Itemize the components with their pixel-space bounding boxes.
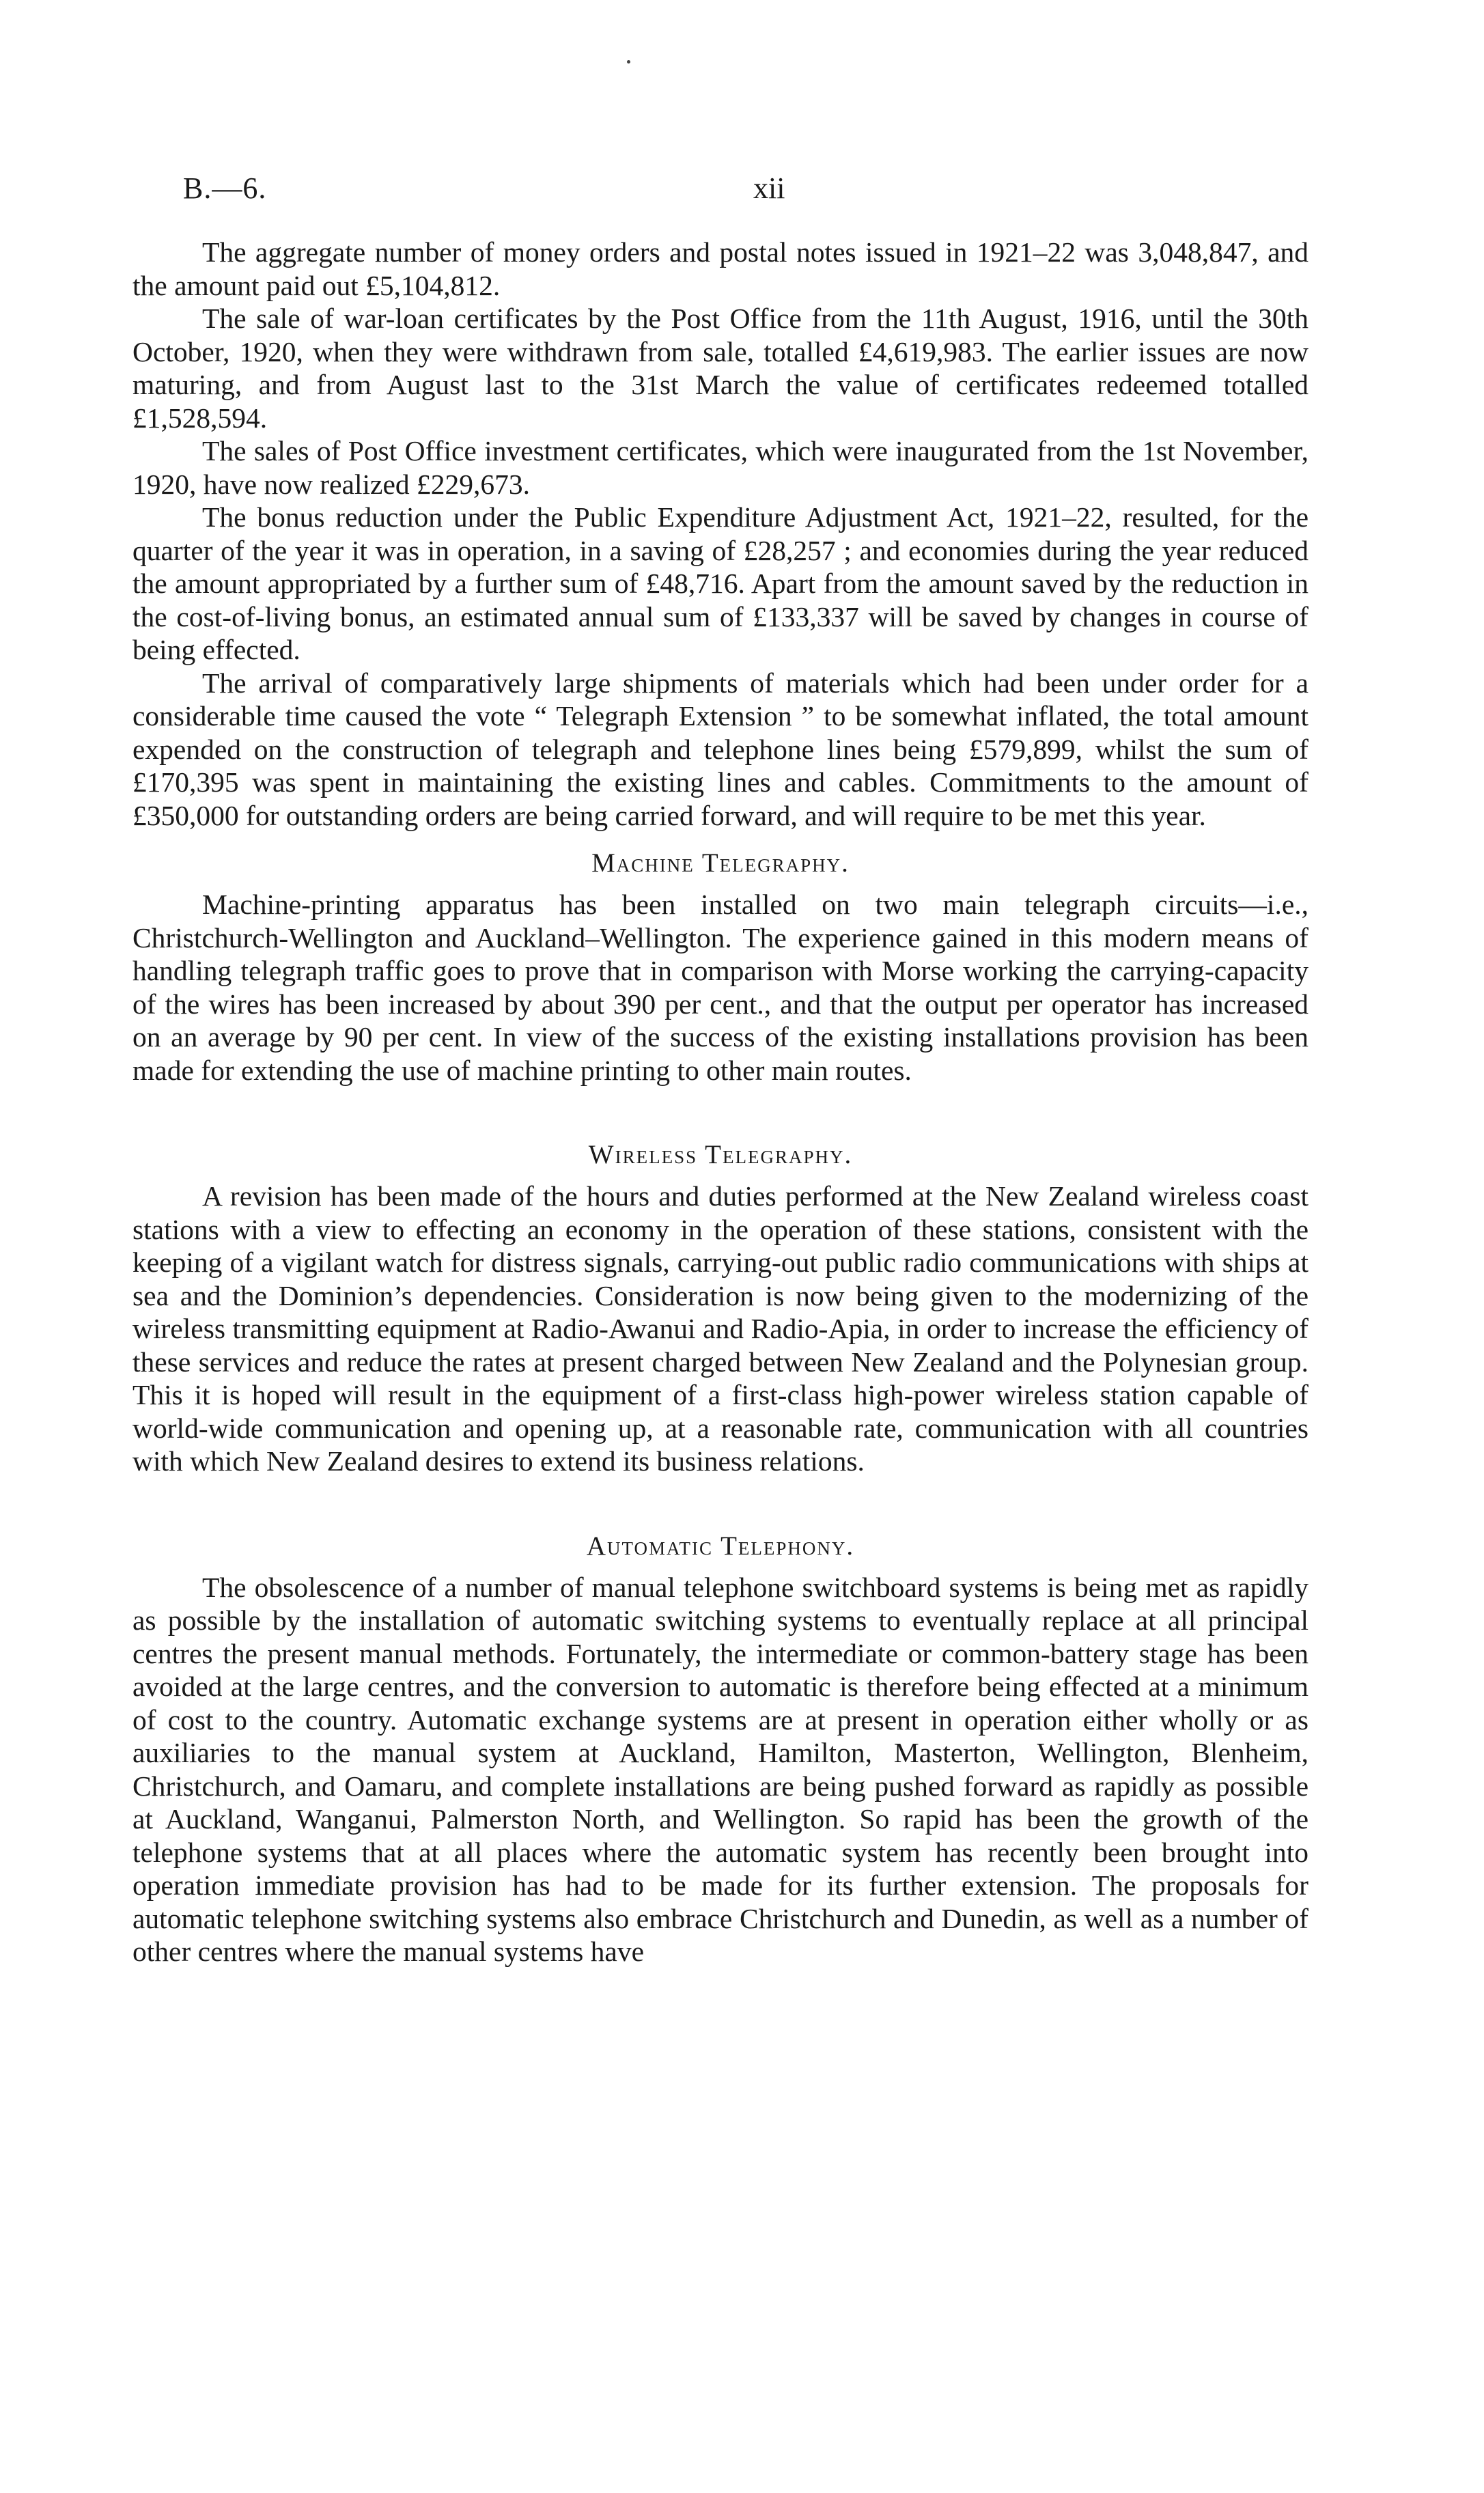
paragraph-bonus-reduction: The bonus reduction under the Public Expenditure Adjustment Act, 1921–22, resulted, for the quarter of the year it was in operation, in a saving of £28,257 ; and economies during the year reduced the amount appropriated by a further sum of £48,716. Apart from the amount saved by the reduction in the cost-of-living bonus, an estimated annual sum of £133,337 will be saved by changes in course of being effected. [132, 501, 1308, 665]
heading-automatic-telephony: Automatic Telephony. [586, 1531, 855, 1561]
page-header [183, 171, 1310, 212]
paragraph-telegraph-extension: The arrival of comparatively large shipments of materials which had been under order for a considerable time caused the vote “ Telegraph Extension ” to be somewhat inflated, the total amount expended on the construction of telegraph and telephone lines being £579,899, whilst the sum of £170,395 was spent in maintaining the existing lines and cables. Commitments to the amount of £350,000 for outstanding orders are being carried forward, and will require to be met this year. [132, 667, 1308, 831]
paragraph-wireless-telegraphy: A revision has been made of the hours and duties performed at the New Zealand wireless coast stations with a view to effecting an economy in the operation of these stations, consistent with the keeping of a vigilant watch for distress signals, carrying-out public radio communications with ships at sea and the Dominion’s dependencies. Consideration is now being given to the modernizing of the wireless transmitting equipment at Radio-Awanui and Radio-Apia, in order to increase the efficiency of these services and reduce the rates at present charged between New Zealand and the Polynesian group. This it is hoped will result in the equipment of a first-class high-power wireless station capable of world-wide communication and opening up, at a reasonable rate, communication with all countries with which New Zealand desires to extend its business relations. [132, 1180, 1308, 1477]
body-text [132, 236, 1308, 1968]
page-number: xii [753, 171, 785, 205]
paragraph-money-orders: The aggregate number of money orders and postal notes issued in 1921–22 was 3,048,847, and the amount paid out £5,104,812. [132, 236, 1308, 301]
paragraph-machine-telegraphy: Machine-printing apparatus has been installed on two main telegraph circuits—i.e., Christchurch-Wellington and Auckland–Wellington. The experience gained in this modern means of handling telegraph traffic goes to prove that in comparison with Morse working the carrying-capacity of the wires has been increased by about 390 per cent., and that the output per operator has increased on an average by 90 per cent. In view of the success of the existing installations provision has been made for extending the use of machine printing to other main routes. [132, 889, 1308, 1086]
paragraph-automatic-telephony: The obsolescence of a number of manual telephone switchboard systems is being met as rapidly as possible by the installation of automatic switching systems to eventually replace at all principal centres the present manual methods. Fortunately, the intermediate or common-battery stage has been avoided at the large centres, and the conversion to automatic is therefore being effected at a minimum of cost to the country. Automatic exchange systems are at present in operation either wholly or as auxiliaries to the manual system at Auckland, Hamilton, Masterton, Wellington, Blenheim, Christchurch, and Oamaru, and complete installations are being pushed forward as rapidly as possible at Auckland, Wanganui, Palmerston North, and Wellington. So rapid has been the growth of the telephone systems that at all places where the automatic system has recently been brought into operation immediate provision has had to be made for its further extension. The proposals for automatic telephone switching systems also embrace Christchurch and Dunedin, as well as a number of other centres where the manual systems have [132, 1571, 1308, 1967]
scan-speck [627, 60, 630, 64]
paragraph-war-loan: The sale of war-loan certificates by the Post Office from the 11th August, 1916, until the 30th October, 1920, when they were withdrawn from sale, totalled £4,619,983. The earlier issues are now maturing, and from August last to the 31st March the value of certificates redeemed totalled £1,528,594. [132, 303, 1308, 434]
heading-wireless-telegraphy: Wireless Telegraphy. [588, 1140, 853, 1169]
paragraph-investment-certificates: The sales of Post Office investment certificates, which were inaugurated from the 1st November, 1920, have now realized £229,673. [132, 435, 1308, 500]
document-reference: B.—6. [183, 171, 267, 205]
heading-machine-telegraphy: Machine Telegraphy. [591, 848, 850, 878]
